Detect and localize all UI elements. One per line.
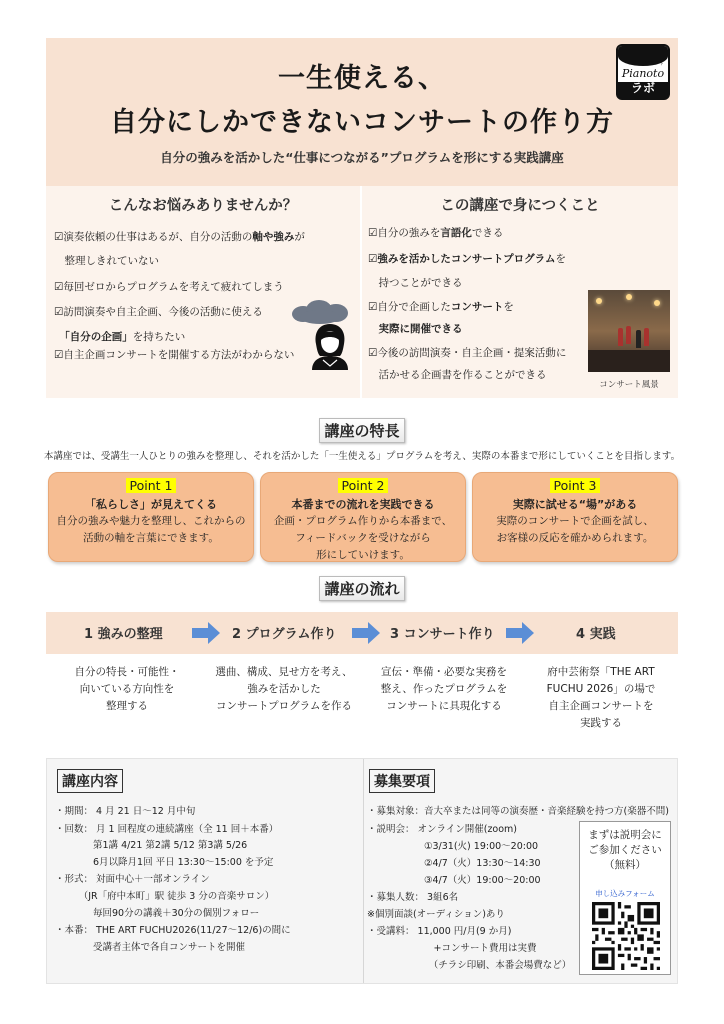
- course-line: 毎回90分の講義＋30分の個別フォロー: [55, 908, 260, 919]
- course-line: ・期間： 4 月 21 日～12 月中旬: [55, 806, 196, 817]
- features-heading: 講座の特長: [0, 418, 724, 443]
- recruit-line: ③4/7（火）19:00～20:00: [367, 875, 541, 886]
- course-line: ・形式： 対面中心＋一部オンライン: [55, 874, 210, 885]
- point-line: 形にしていけます。: [316, 549, 410, 561]
- flow-step-3: 3 コンサート作り: [390, 627, 495, 642]
- point-headline: 「私らしさ」が見えてくる: [85, 498, 217, 511]
- concert-photo: [588, 290, 670, 372]
- recruit-line: ・受講料： 11,000 円/月(9 か月): [367, 926, 512, 937]
- point-tag: Point 2: [338, 478, 389, 493]
- worries-panel: [46, 186, 360, 398]
- worry-item: 整理しきれていない: [54, 255, 159, 267]
- course-line: （JR「府中本町」駅 徒歩 3 分の音楽サロン）: [55, 891, 275, 902]
- course-heading: 講座内容: [57, 769, 123, 793]
- title-line-1: 一生使える、: [278, 63, 446, 94]
- gain-item: ☑自分の強みを言語化できる: [368, 227, 504, 239]
- briefing-callout: [579, 821, 671, 975]
- course-line: 第1講 4/21 第2講 5/12 第3講 5/26: [55, 840, 248, 851]
- worry-item: 「自分の企画」を持ちたい: [64, 331, 186, 343]
- worried-person-icon: [308, 322, 352, 370]
- arrow-right-icon: [352, 622, 380, 644]
- logo-lab-text: ラボ: [630, 81, 655, 95]
- flow-step-1-desc: 自分の特長・可能性・ 向いている方向性を 整理する: [74, 666, 180, 712]
- recruit-line: ②4/7（火）13:30～14:30: [367, 858, 541, 869]
- thought-cloud-icon: [292, 300, 354, 324]
- arrow-right-icon: [192, 622, 220, 644]
- recruit-line: ①3/31(火) 19:00～20:00: [367, 841, 539, 852]
- point-line: 実際のコンサートで企画を試し、: [496, 515, 654, 527]
- gains-heading: この講座で身につくこと: [440, 198, 600, 214]
- worry-item: ☑毎回ゼロからプログラムを考えて疲れてしまう: [54, 281, 284, 293]
- recruit-line: ・募集人数： 3組6名: [367, 892, 459, 903]
- arrow-right-icon: [506, 622, 534, 644]
- application-form-link[interactable]: 申し込みフォーム: [595, 889, 655, 898]
- point-line: 企画・プログラム作りから本番まで、: [273, 515, 453, 527]
- features-intro: 本講座では、受講生一人ひとりの強みを整理し、それを活かした「一生使える」プログラムを考え、実際の本番まで形にしていくことを目指します。: [43, 451, 681, 462]
- subtitle: 自分の強みを活かした“仕事につながる”プログラムを形にする実践講座: [160, 150, 564, 165]
- flow-step-2: 2 プログラム作り: [232, 627, 337, 642]
- worry-item: ☑自主企画コンサートを開催する方法がわからない: [54, 349, 295, 361]
- worries-heading: こんなお悩みありませんか？: [108, 198, 298, 214]
- course-line: ・本番： THE ART FUCHU2026(11/27～12/6)の間に: [55, 925, 291, 936]
- recruit-line: （チラシ印刷、本番会場費など）: [367, 960, 572, 971]
- point-line: お客様の反応を確かめられます。: [496, 532, 654, 544]
- photo-caption: コンサート風景: [599, 380, 659, 390]
- recruit-line: ※個別面談(オーディション)あり: [367, 909, 505, 920]
- flow-heading: 講座の流れ: [0, 576, 724, 601]
- gain-item: 持つことができる: [368, 277, 463, 289]
- title-line-2: 自分にしかできないコンサートの作り方: [110, 107, 614, 138]
- point-line: 活動の軸を言葉にできます。: [83, 532, 219, 544]
- recruit-line: ・説明会： オンライン開催(zoom): [367, 824, 518, 835]
- header-banner: [46, 38, 678, 186]
- flow-step-4: 4 実践: [576, 627, 616, 642]
- flow-step-1: 1 強みの整理: [84, 627, 163, 642]
- recruit-line: +コンサート費用は実費: [367, 943, 537, 954]
- gains-panel: [362, 186, 678, 398]
- gain-item: ☑自分で企画したコンサートを: [368, 301, 514, 313]
- qr-code-icon[interactable]: [592, 902, 660, 970]
- course-line: 受講者主体で各自コンサートを開催: [55, 942, 246, 953]
- course-line: 6月以降月1回 平日 13:30～15:00 を予定: [55, 857, 274, 868]
- worry-item: ☑演奏依頼の仕事はあるが、自分の活動の軸や強みが: [54, 231, 305, 243]
- point-tag: Point 3: [550, 478, 601, 493]
- flow-step-3-desc: 宣伝・準備・必要な実務を 整え、作ったプログラムを コンサートに具現化する: [380, 666, 508, 712]
- recruit-line: ・募集対象：音大卒または同等の演奏歴・音楽経験を持つ方(楽器不問): [367, 806, 669, 817]
- info-box: [46, 758, 678, 984]
- course-line: ・回数： 月 1 回程度の連続講座（全 11 回＋本番）: [55, 824, 279, 835]
- flow-bar: [46, 612, 678, 654]
- point-tag: Point 1: [126, 478, 177, 493]
- gain-item: 実際に開催できる: [378, 323, 463, 335]
- point-line: 自分の強みや魅力を整理し、これからの: [56, 515, 246, 527]
- gain-item: ☑強みを活かしたコンサートプログラムを: [368, 253, 567, 265]
- worry-item: ☑訪問演奏や自主企画、今後の活動に使える: [54, 306, 263, 318]
- point-headline: 実際に試せる“場”がある: [512, 498, 638, 511]
- point-headline: 本番までの流れを実践できる: [291, 498, 435, 511]
- point-card-2: [260, 472, 466, 562]
- point-card-3: [472, 472, 678, 562]
- point-card-1: [48, 472, 254, 562]
- gain-item: ☑今後の訪問演奏・自主企画・提案活動に: [368, 347, 567, 359]
- callout-text: まずは説明会に ご参加ください （無料）: [588, 829, 662, 871]
- logo-small-text: ピアノト: [644, 61, 664, 67]
- recruit-heading: 募集要項: [369, 769, 435, 793]
- flow-step-2-desc: 選曲、構成、見せ方を考え、 強みを活かした コンサートプログラムを作る: [215, 666, 353, 712]
- pianoto-lab-logo: [616, 44, 670, 100]
- gain-item: 活かせる企画書を作ることができる: [368, 369, 547, 381]
- logo-name: Pianoto: [621, 67, 665, 80]
- point-line: フィードバックを受けながら: [295, 532, 431, 544]
- flow-step-4-desc: 府中芸術祭「THE ART FUCHU 2026」の場で 自主企画コンサートを 実践する: [546, 666, 656, 729]
